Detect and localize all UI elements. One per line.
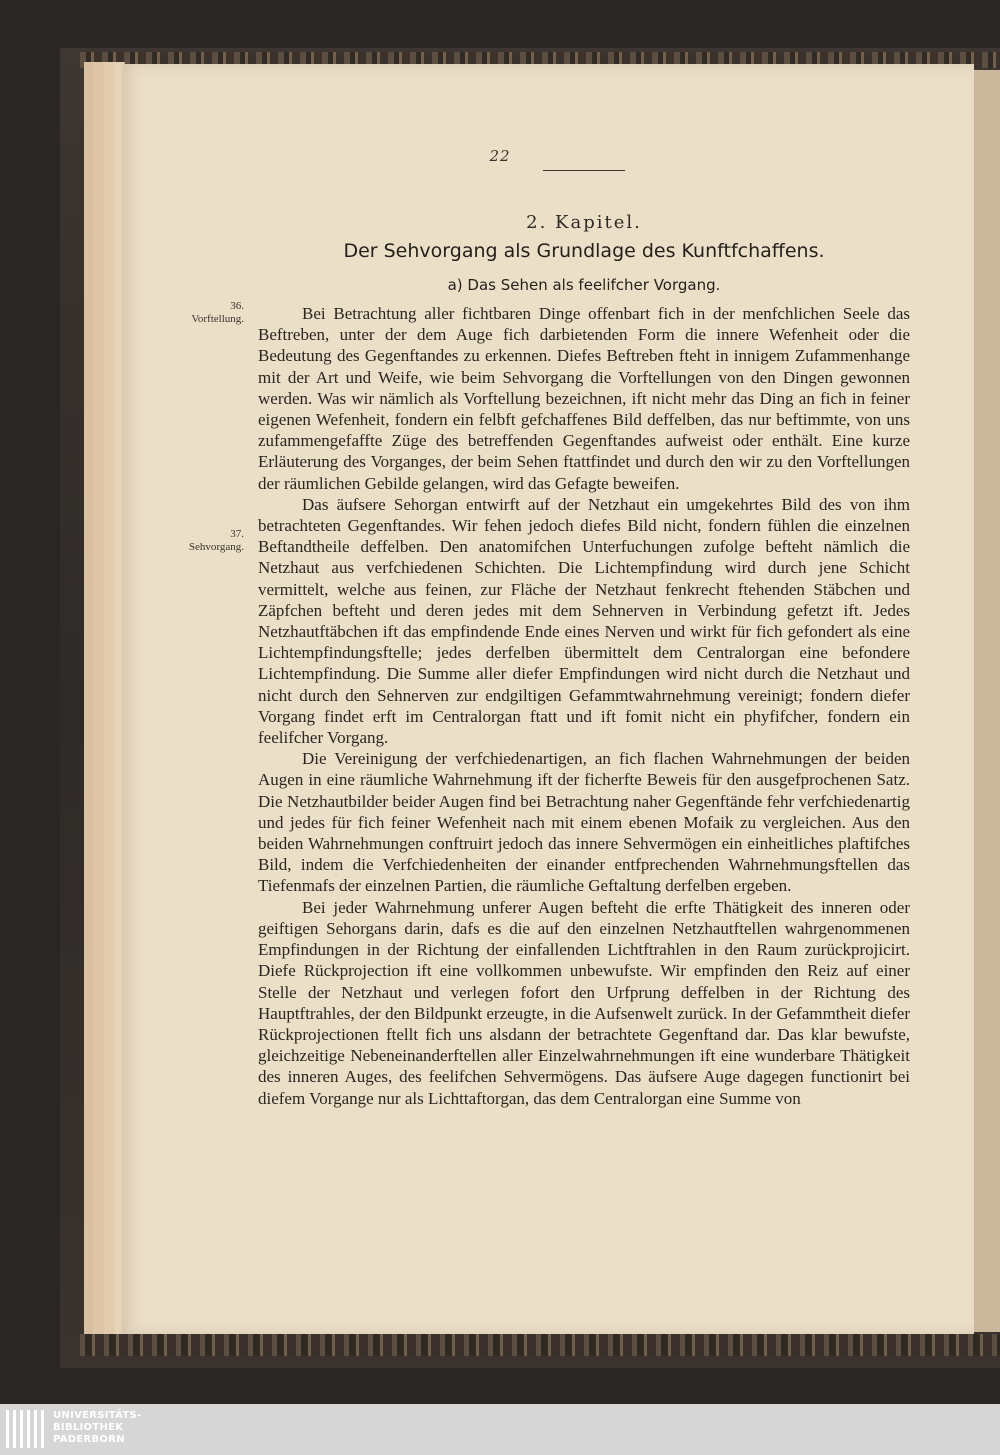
- body-text: [258, 303, 910, 1109]
- section-subtitle: a) Das Sehen als feelifcher Vorgang.: [447, 276, 721, 294]
- library-logo-text: UNIVERSITÄTS- BIBLIOTHEK PADERBORN: [53, 1410, 142, 1445]
- margin-note-36: [154, 300, 244, 326]
- margin-note-37: [154, 528, 244, 554]
- marbled-edge-bottom: [80, 1334, 1000, 1356]
- page-number-rule: [543, 170, 625, 171]
- margin-note-label: Sehvorgang.: [188, 541, 244, 553]
- paragraph: Bei Betrachtung aller fichtbaren Dinge offenbart fich in der menfchlichen Seele das Beftreben, unter der dem Auge fich darbietenden Form die innere Wefenheit oder die Bedeutung des Gegenftandes zu erkennen. Diefes Beftreben fteht in innigem Zufammenhange mit der Art und Weife, wie beim Sehvorgang die Vorftellungen von den Dingen gewonnen werden. Was wir nämlich als Vorftellung bezeichnen, ift nicht mehr das Ding an fich in feiner eigenen Wefenheit, fondern ein felbft gefchaffenes Bild deffelben, das nur beftimmte, von uns zufammengefaffte Züge des betreffenden Gegenftandes aufweist oder enthält. Eine kurze Erläuterung des Vorganges, der beim Sehen ftattfindet und durch den wir zu den Vorftellungen der räumlichen Gebilde gelangen, wird das Gefagte beweifen.: [258, 304, 910, 493]
- page-number: 22: [489, 147, 511, 165]
- margin-note-number: 37.: [230, 528, 244, 540]
- page-edge-right: [972, 70, 1000, 1332]
- chapter-heading: 2. Kapitel.: [526, 212, 642, 233]
- library-footer: [0, 1404, 1000, 1455]
- chapter-title: Der Sehvorgang als Grundlage des Kunftfchaffens.: [343, 240, 825, 262]
- margin-note-number: 36.: [230, 300, 244, 312]
- library-logo-icon: [6, 1410, 46, 1450]
- paragraph: Das äufsere Sehorgan entwirft auf der Netzhaut ein umgekehrtes Bild des von ihm betrachteten Gegenftandes. Wir fehen jedoch diefes Bild nicht, fondern fühlen die einzelnen Beftandtheile deffelben. Den anatomifchen Unterfuchungen zufolge befteht nämlich die Netzhaut aus verfchiedenen Schichten. Die Lichtempfindung wird durch jene Schicht vermittelt, welche aus feinen, zur Fläche der Netzhaut fenkrecht ftehenden Stäbchen und Zäpfchen befteht und deren jedes mit dem Sehnerven in Verbindung gefetzt ift. Jedes Netzhautftäbchen ift das empfindende Ende eines Nerven und wirkt für fich gefondert als eine Lichtempfindungsftelle; jedes derfelben übermittelt dem Centralorgan eine befondere Lichtempfindung. Die Summe aller diefer Empfindungen wird nicht durch die Netzhaut und nicht durch den Sehnerven zur endgiltigen Gefammtwahrnehmung vereinigt; fondern diefer Vorgang findet erft im Centralorgan ftatt und ift fomit nicht ein phyfifcher, fondern ein feelifcher Vorgang.: [258, 494, 910, 748]
- paragraph: Bei jeder Wahrnehmung unferer Augen befteht die erfte Thätigkeit des inneren oder geiftigen Sehorgans darin, dafs es die auf den einzelnen Netzhautftellen wahrgenommenen Empfindungen in der Richtung der einfallenden Lichtftrahlen in den Raum zurückprojicirt. Diefe Rückprojection ift eine vollkommen unbewufste. Wir empfinden den Reiz auf einer Stelle der Netzhaut und verlegen fofort den Urfprung deffelben in der Richtung des Hauptftrahles, der den Bildpunkt erzeugte, in die Aufsenwelt zurück. In der Gefammtheit diefer Rückprojectionen ftellt fich uns alsdann der betrachtete Gegenftand dar. Das klar bewufste, gleichzeitige Nebeneinanderftellen aller Einzelwahrnehmungen ift eine wunderbare Thätigkeit des inneren Auges, des feelifchen Sehvermögens. Das äufsere Auge dagegen functionirt bei diefem Vorgange nur als Lichttaftorgan, das dem Centralorgan eine Summe von: [258, 897, 910, 1108]
- margin-note-label: Vorftellung.: [191, 313, 244, 325]
- paragraph: Die Vereinigung der verfchiedenartigen, an fich flachen Wahrnehmungen der beiden Augen in eine räumliche Wahrnehmung ift der ficherfte Beweis für den ausgefprochenen Satz. Die Netzhautbilder beider Augen find bei Betrachtung naher Gegenftände fehr verfchiedenartig und jedes für fich feiner Wefenheit nach mit einem ebenen Mofaik zu vergleichen. Aus den beiden Wahrnehmungen conftruirt jedoch das innere Sehvermögen ein einheitliches plaftifches Bild, indem die Verfchiedenheiten der einander entfprechenden Wahrnehmungsftellen das Tiefenmafs der einzelnen Partien, die räumliche Geftaltung derfelben ergeben.: [258, 749, 910, 896]
